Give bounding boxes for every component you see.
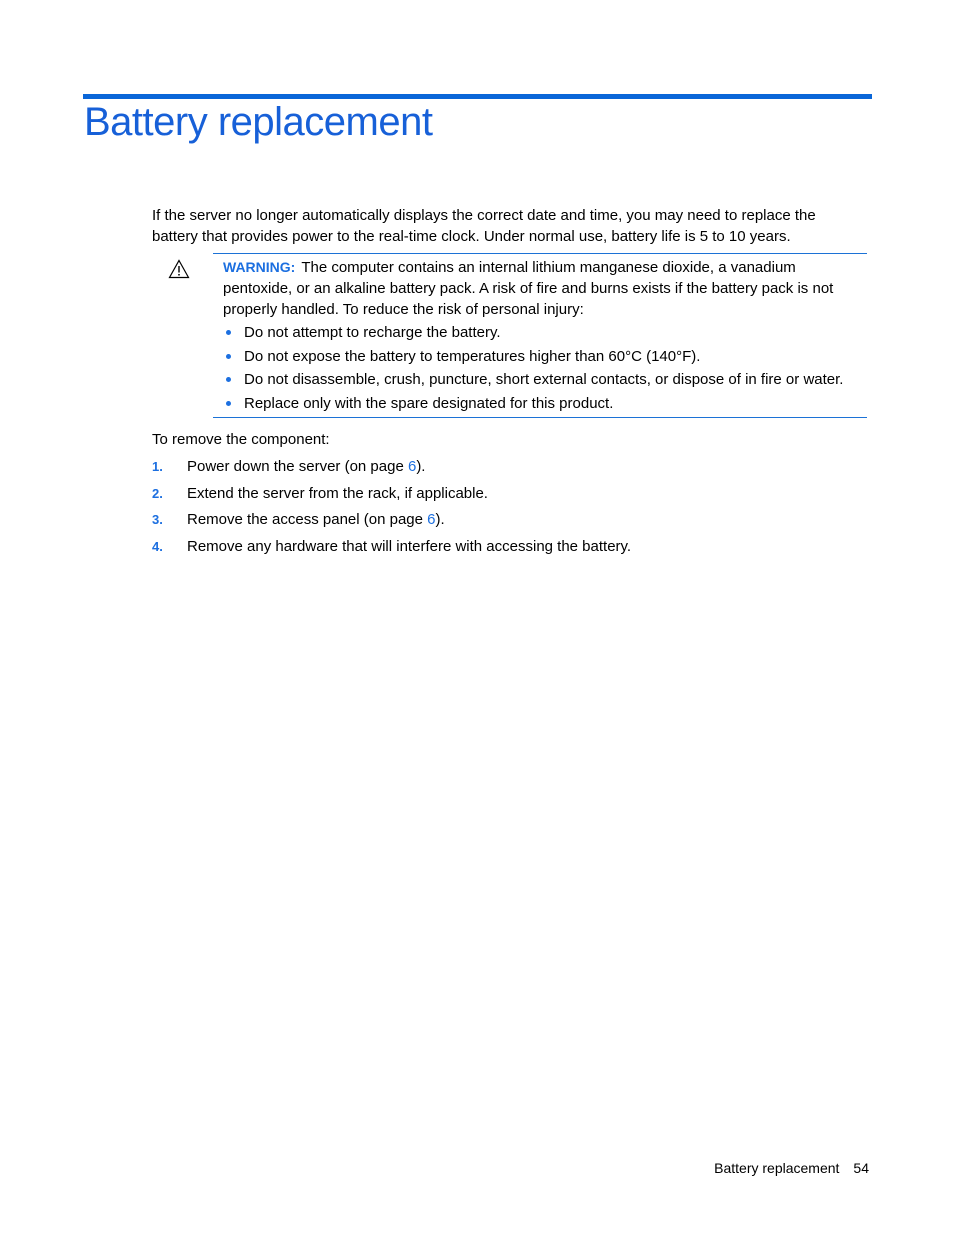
list-item: Replace only with the spare designated for this product. xyxy=(223,393,863,417)
list-item: Do not attempt to recharge the battery. xyxy=(223,322,863,346)
title-rule xyxy=(83,94,872,99)
warning-triangle-icon xyxy=(168,259,190,279)
warning-text xyxy=(223,257,863,320)
bullet-icon xyxy=(226,354,231,359)
warning-body: The computer contains an internal lithium manganese dioxide, a vanadium pentoxide, or an alkaline battery pack. A risk of fire and burns exists if the battery pack is not properly handled. To reduce the risk of personal injury: xyxy=(223,259,834,318)
list-item: Do not expose the battery to temperatures higher than 60°C (140°F). xyxy=(223,346,863,370)
procedure-steps xyxy=(152,456,852,563)
step-item: 1. Power down the server (on page 6). xyxy=(152,458,426,475)
bullet-icon xyxy=(226,330,231,335)
step-number: 1. xyxy=(152,459,163,474)
page-link[interactable]: 6 xyxy=(427,511,436,529)
step-item: 2. Extend the server from the rack, if applicable. xyxy=(152,484,488,502)
page-footer xyxy=(714,1158,869,1178)
page-title: Battery replacement xyxy=(84,100,433,144)
list-item: Do not disassemble, crush, puncture, short external contacts, or dispose of in fire or water. xyxy=(223,369,863,393)
step-item: 4. Remove any hardware that will interfere with accessing the battery. xyxy=(152,538,632,556)
footer-section: Battery replacement xyxy=(714,1160,840,1176)
procedure-intro: To remove the component: xyxy=(152,431,330,448)
warning-bullet-list xyxy=(223,322,863,416)
intro-paragraph: If the server no longer automatically displays the correct date and time, you may need to replace the battery that provides power to the real-time clock. Under normal use, battery life is 5 to 10 years. xyxy=(152,207,816,245)
warning-label: WARNING: xyxy=(223,259,296,275)
step-number: 2. xyxy=(152,485,163,501)
step-number: 3. xyxy=(152,512,163,528)
bullet-icon xyxy=(226,401,231,406)
bullet-icon xyxy=(226,377,231,382)
page-number: 54 xyxy=(853,1160,869,1176)
step-number: 4. xyxy=(152,539,163,555)
step-item: 3. Remove the access panel (on page 6). xyxy=(152,511,445,529)
page-link[interactable]: 6 xyxy=(407,458,417,475)
